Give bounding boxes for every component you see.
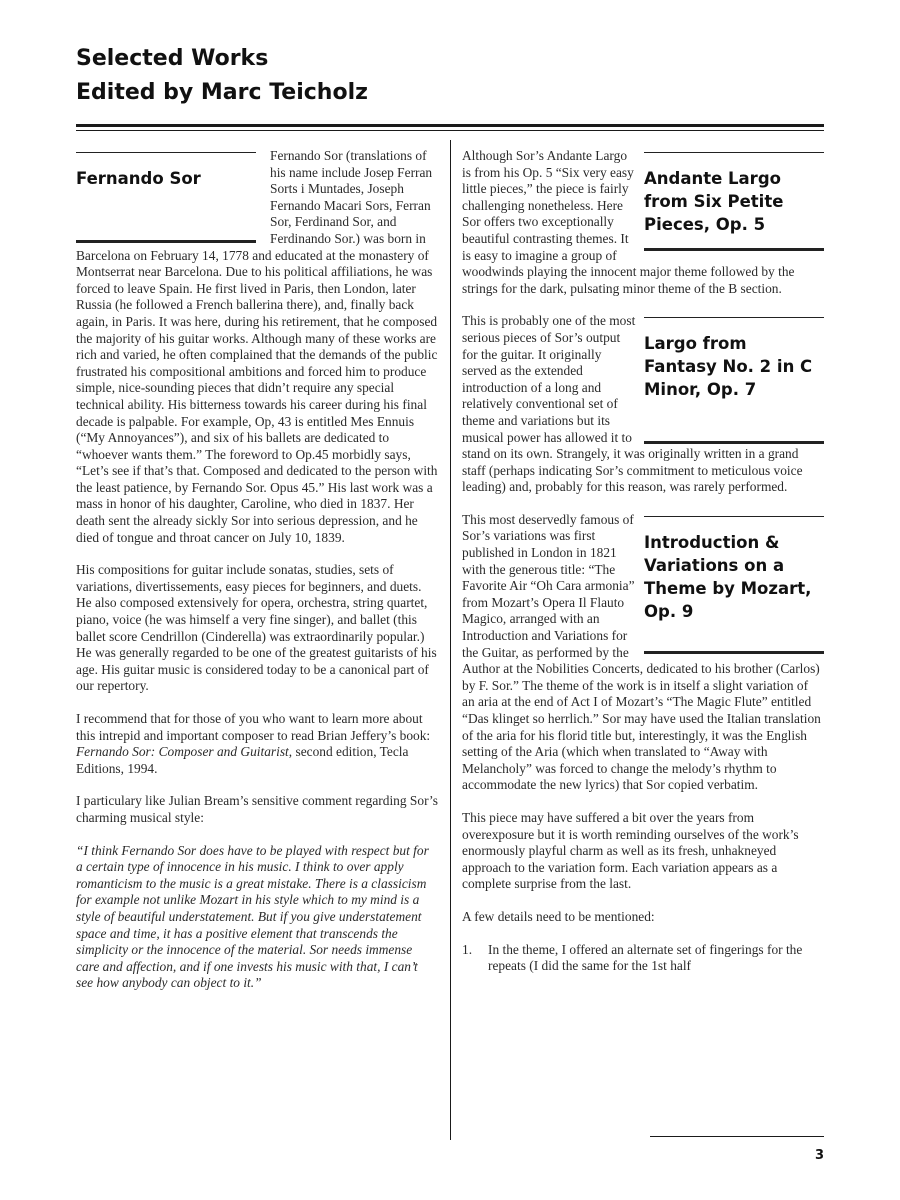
section-mozart-variations [462, 512, 824, 975]
mozart-text-3: A few details need to be mentioned: [462, 908, 655, 924]
left-column [76, 148, 438, 1008]
list-item [462, 942, 824, 975]
section-largo-fantasy [462, 313, 824, 496]
bio-paragraph-1: Fernando Sor (translations of his name include Josep Ferran Sorts i Muntades, Joseph Fernando Macari Sors, Ferran Sor, Ferdinand Sor, and Ferdinando Sor.) was born in Barcelona on February 14, 1778 and educated at the monastery of Montserrat near Barcelona. Due to his political affiliations, he was forced to leave Spain. He first lived in Paris, then London, later Russia (he followed a French ballerina there), and, finally back again, in Paris. It was here, during his retirement, that he composed the majority of his guitar works. Although many of these works are rich and varied, he often complained that the demands of the public frustrated his compositional ambitions and forced him to produce simple, nice-sounding pieces that didn’t require any special technical ability. His bitterness towards his career during his final decade is palpable. For example, Op, 43 is entitled Mes Ennuis (“My Annoyances”), and six of his ballets are dedicated to “whoever wants them.” The foreword to Op.45 morbidly says, “Let’s see if that’s that. Composed and dedicated to the person with the least patience, by Fernando Sor. Opus 45.” His last work was a mass in honor of his daughter, Caroline, who died in 1837. Her death sent the already sickly Sor into serious depression, and he died of tongue and throat cancer on July 10, 1839. [76, 148, 438, 545]
largo-text: This is probably one of the most serious pieces of Sor’s output for the guitar. It originally served as the extended introduction of a long and relatively conventional set of theme and variations but its musical power has allowed it to stand on its own. Strangely, it was originally written in a grand staff (perhaps indicating Sor’s commitment to meticulous voice leading) and, probably for this reason, was rarely performed. [462, 313, 803, 495]
column-divider [450, 140, 451, 1140]
header-rule-thick [76, 124, 824, 127]
section-heading-andante-largo: Andante Largo from Six Petite Pieces, Op. 5 [644, 152, 824, 251]
bio-paragraph-3: I recommend that for those of you who want to learn more about this intrepid and important composer to read Brian Jeffery’s book: Fernando Sor: Composer and Guitarist, second edition, Tecla Editions, 1994. [76, 711, 431, 776]
page-number: 3 [814, 1148, 824, 1163]
bream-quote: “I think Fernando Sor does have to be played with respect but for a certain type of innocence in his music. I think to over apply romanticism to the music is a great mistake. There is a classicism for example not unlike Mozart in his style which to my mind is a style of beautiful understatement. But if you give understatement space and time, it has a positive element that transcends the simplicity or the innocence of the material. Sor needs immense care and affection, and if one invests his music with that, I can’t see how anybody can object to it.” [76, 842, 429, 991]
section-heading-mozart-variations: Introduction & Variations on a Theme by Mozart, Op. 9 [644, 516, 824, 654]
right-column [462, 148, 824, 975]
title-line-1: Selected Works [76, 46, 269, 71]
page-title [76, 42, 368, 110]
list-text: In the theme, I offered an alternate set of fingerings for the repeats (I did the same for the 1st half [488, 941, 803, 974]
book-title: Fernando Sor: Composer and Guitarist [76, 744, 289, 760]
andante-text: Although Sor’s Andante Largo is from his Op. 5 “Six very easy little pieces,” the piece is fairly challenging nonetheless. Here Sor offers two exceptionally beautiful contrasting themes. It is easy to imagine a group of woodwinds playing the innocent major theme followed by the strings for the dark, pulsating minor theme of the B section. [462, 148, 795, 296]
list-number: 1. [462, 941, 473, 957]
bio-paragraph-2: His compositions for guitar include sonatas, studies, sets of variations, divertissements, easy pieces for beginners, and duets. He also composed extensively for opera, orchestra, string quartet, piano, voice (he was himself a very fine singer), and ballet (this ballet score Cendrillon (Cinderella) was extraordinarily popular.) He was generally regarded to be one of the greatest guitarists of his age. His guitar music is considered today to be a canonical part of our repertory. [76, 562, 437, 694]
title-line-2: Edited by Marc Teicholz [76, 80, 368, 105]
section-heading-fernando-sor: Fernando Sor [76, 152, 256, 243]
footer-rule [650, 1136, 824, 1137]
mozart-text-2: This piece may have suffered a bit over the years from overexposure but it is worth reminding ourselves of the work’s enormously playful charm as well as its fresh, unhakneyed approach to the variation form. Each variation appears as a complete surprise from the last. [462, 809, 799, 892]
section-andante-largo [462, 148, 824, 297]
bio-paragraph-4: I particulary like Julian Bream’s sensitive comment regarding Sor’s charming musical style: [76, 793, 438, 825]
header-rule-thin [76, 130, 824, 131]
mozart-text-1: This most deservedly famous of Sor’s variations was first published in London in 1821 with the generous title: “The Favorite Air “Oh Cara armonia” from Mozart’s Opera Il Flauto Magico, arranged with an Introduction and Variations for the Guitar, as performed by the Author at the Nobilities Concerts, dedicated to his brother (Carlos) by F. Sor.” The theme of the work is in itself a slight variation of an aria at the end of Act I of Mozart’s “The Magic Flute” entitled “Das klinget so herrlich.” Sor may have used the Italian translation of the aria for his florid title but, interestingly, it was the English setting of the Aria (which when translated to “Away with Melancholy” was forced to change the melody’s rhythm to accommodate the new lyrics) that Sor copied verbatim. [462, 511, 821, 793]
section-heading-largo-fantasy: Largo from Fantasy No. 2 in C Minor, Op. 7 [644, 317, 824, 444]
